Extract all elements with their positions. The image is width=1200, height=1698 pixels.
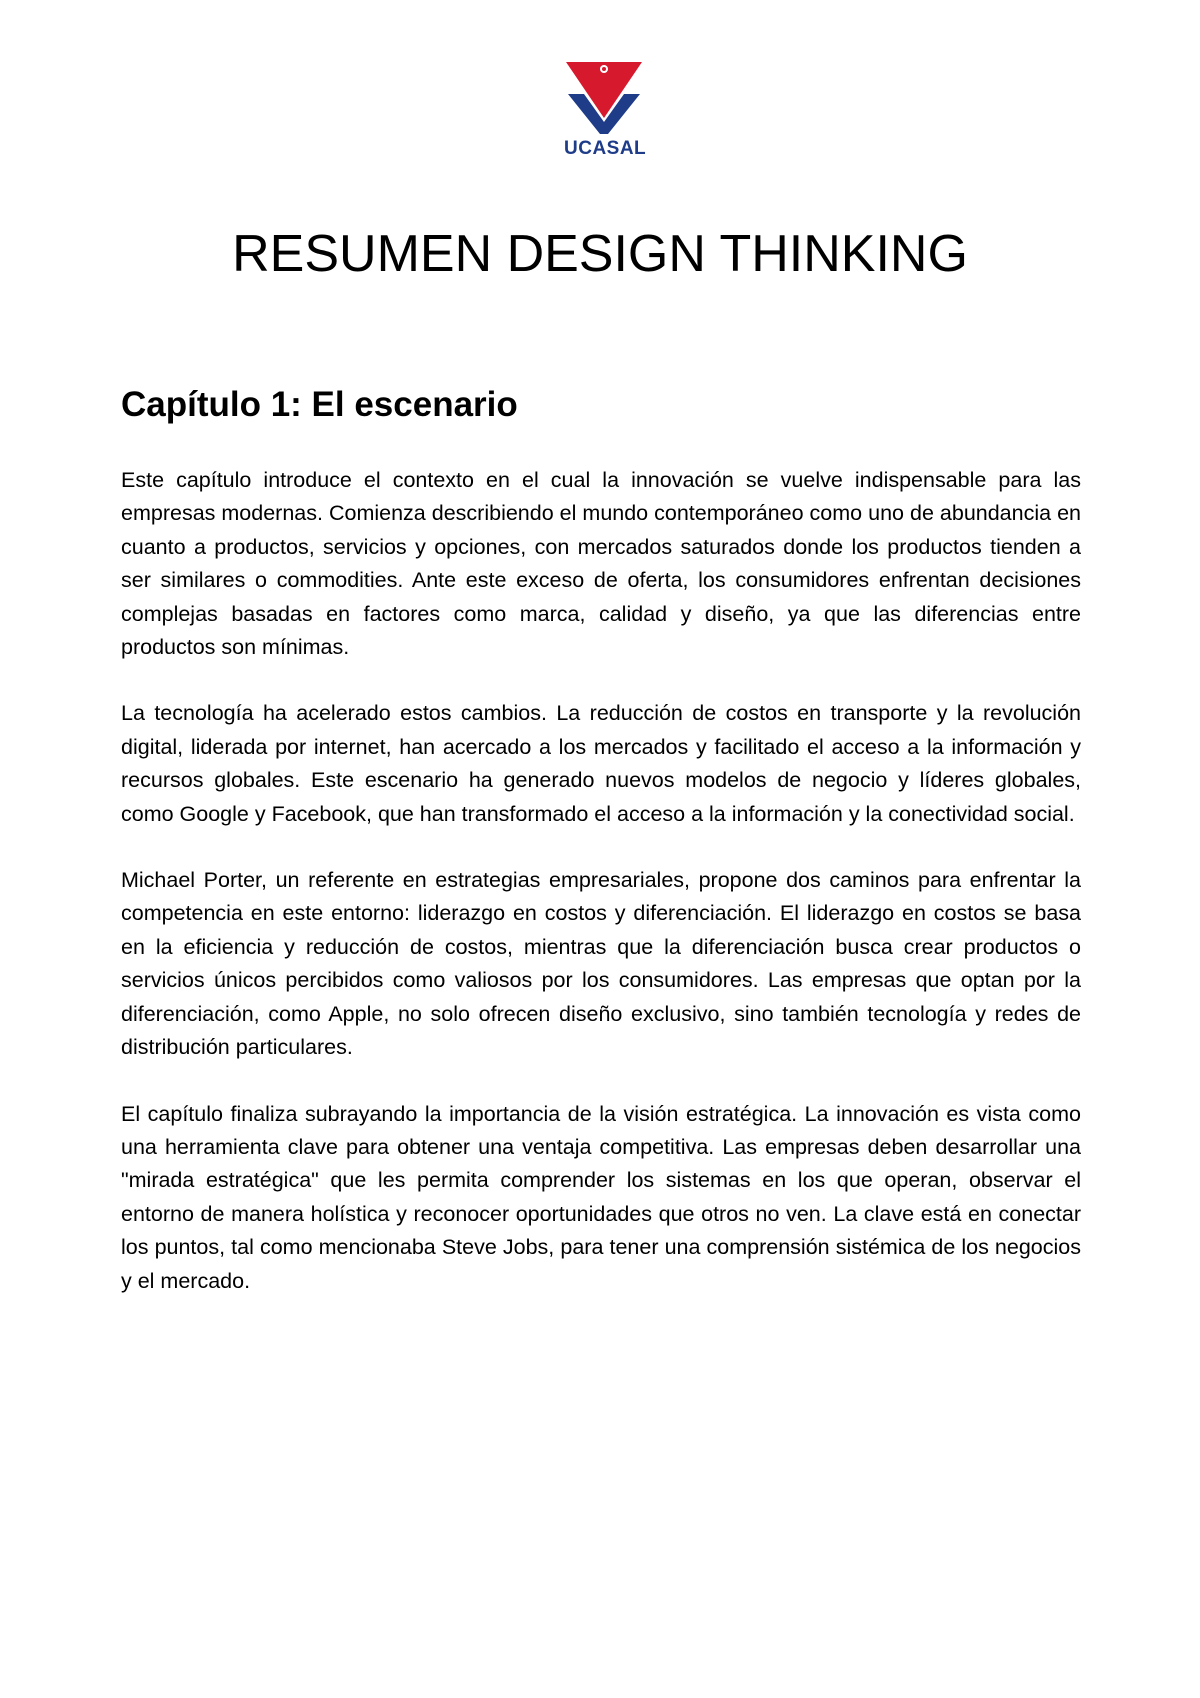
ucasal-logo bbox=[564, 60, 647, 164]
ucasal-emblem-icon bbox=[564, 60, 644, 136]
chapter-heading: Capítulo 1: El escenario bbox=[121, 385, 518, 424]
chapter-body bbox=[121, 464, 1081, 1331]
paragraph: Michael Porter, un referente en estrategias empresariales, propone dos caminos para enfrentar la competencia en este entorno: liderazgo en costos y diferenciación. El liderazgo en costos se basa en la eficiencia y reducción de costos, mientras que la diferenciación busca crear productos o servicios únicos percibidos como valiosos por los consumidores. Las empresas que optan por la diferenciación, como Apple, no solo ofrecen diseño exclusivo, sino también tecnología y redes de distribución particulares. bbox=[121, 868, 1081, 1060]
document-title: RESUMEN DESIGN THINKING bbox=[232, 225, 968, 283]
logo-wordmark: UCASAL bbox=[564, 138, 647, 159]
paragraph: Este capítulo introduce el contexto en el cual la innovación se vuelve indispensable para las empresas modernas. Comienza describiendo el mundo contemporáneo como uno de abundancia en cuanto a productos, servicios y opciones, con mercados saturados donde los productos tienden a ser similares o commodities. Ante este exceso de oferta, los consumidores enfrentan decisiones complejas basadas en factores como marca, calidad y diseño, ya que las diferencias entre productos son mínimas. bbox=[121, 468, 1081, 660]
paragraph: La tecnología ha acelerado estos cambios. La reducción de costos en transporte y la revolución digital, liderada por internet, han acercado a los mercados y facilitado el acceso a la información y recursos globales. Este escenario ha generado nuevos modelos de negocio y líderes globales, como Google y Facebook, que han transformado el acceso a la información y la conectividad social. bbox=[121, 701, 1081, 826]
paragraph: El capítulo finaliza subrayando la importancia de la visión estratégica. La innovación es vista como una herramienta clave para obtener una ventaja competitiva. Las empresas deben desarrollar una "mirada estratégica" que les permita comprender los sistemas en los que operan, observar el entorno de manera holística y reconocer oportunidades que otros no ven. La clave está en conectar los puntos, tal como mencionaba Steve Jobs, para tener una comprensión sistémica de los negocios y el mercado. bbox=[121, 1101, 1081, 1293]
